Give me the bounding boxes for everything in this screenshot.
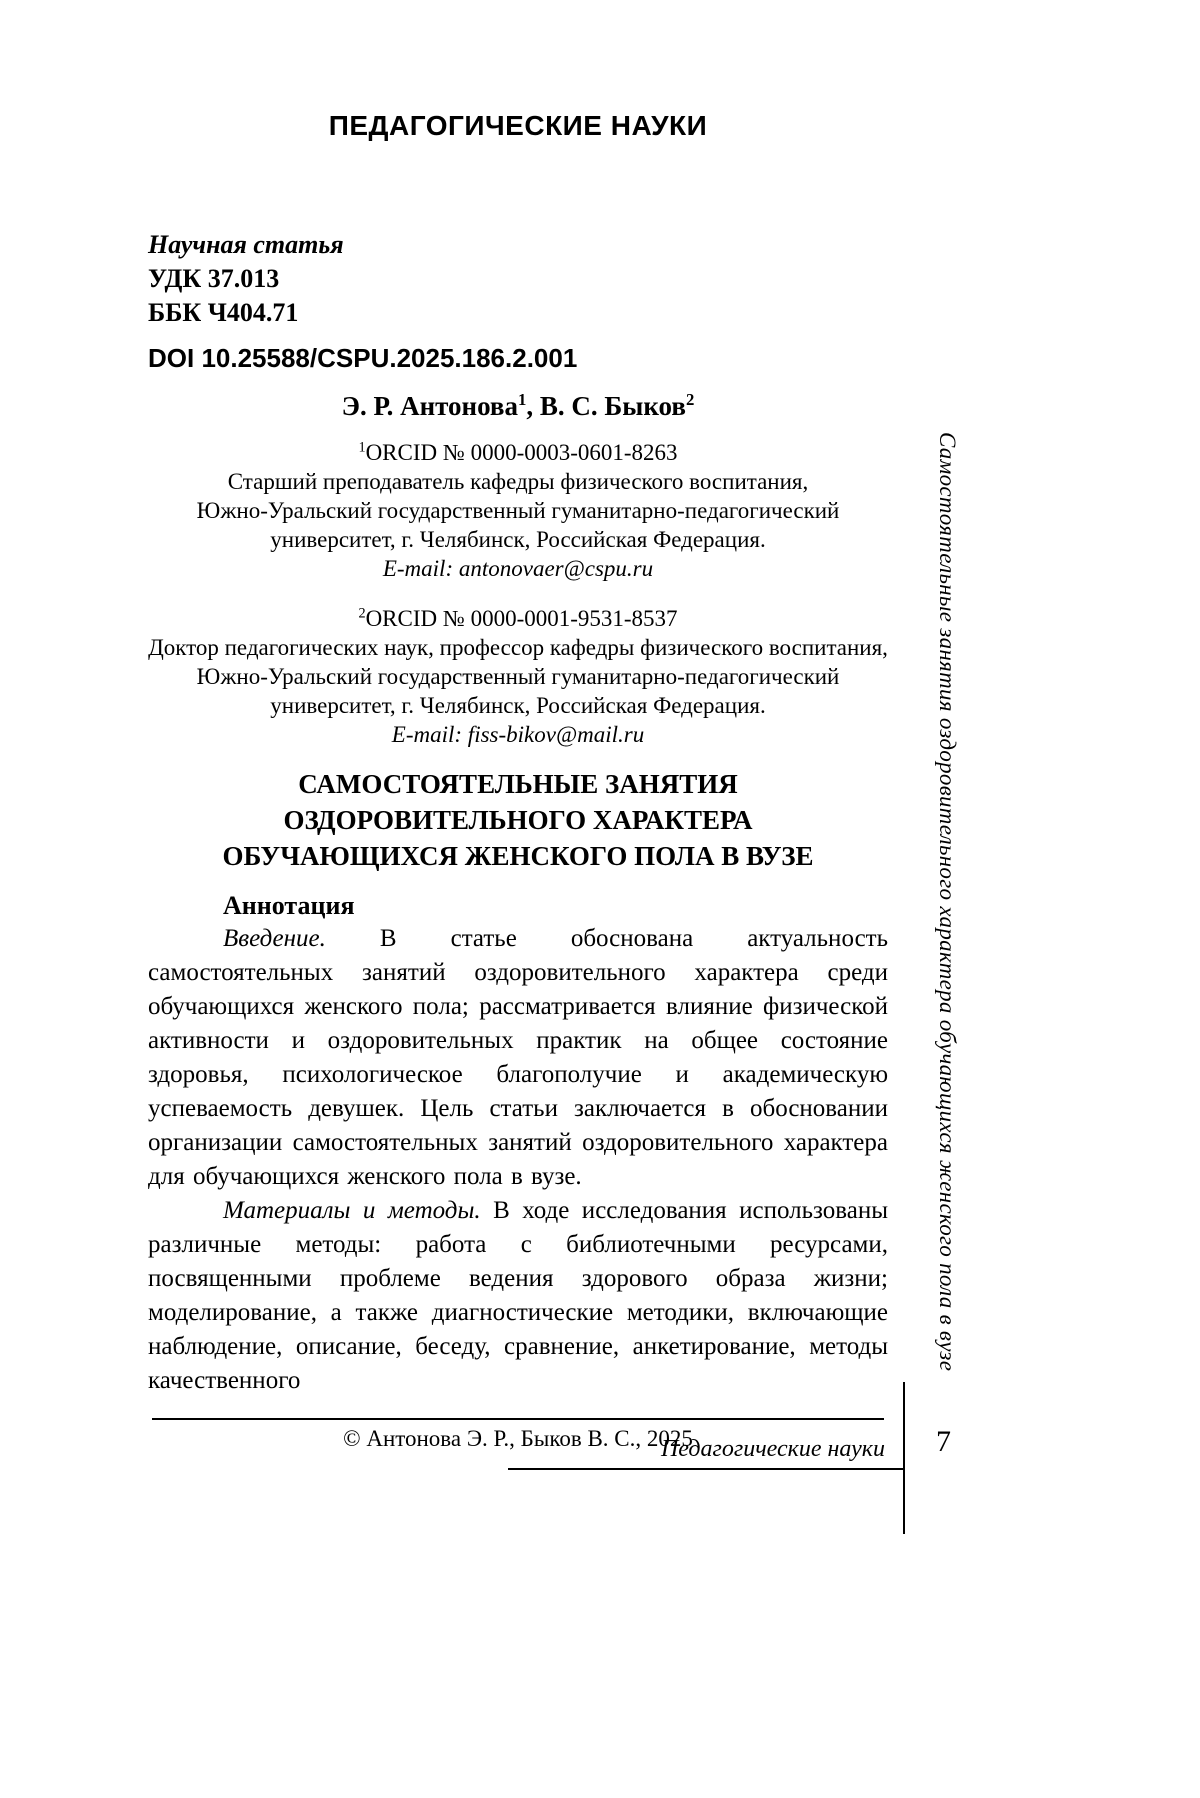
affiliation-1-line-1: Старший преподаватель кафедры физического воспитания, bbox=[227, 469, 809, 494]
affiliation-1-line-2: Южно-Уральский государственный гуманитарно-педагогический bbox=[196, 498, 840, 523]
article-type: Научная статья bbox=[148, 230, 344, 259]
affiliation-2 bbox=[148, 604, 888, 749]
orcid-1-value: ORCID № 0000-0003-0601-8263 bbox=[365, 440, 678, 465]
author-2-superscript: 2 bbox=[685, 390, 695, 409]
copyright-line: © Антонова Э. Р., Быков В. С., 2025 bbox=[343, 1426, 693, 1451]
bbc-code: ББК Ч404.71 bbox=[148, 298, 299, 327]
footer-rule-vertical bbox=[903, 1382, 905, 1534]
paragraph-lead-methods: Материалы и методы. bbox=[223, 1197, 481, 1224]
authors-line bbox=[148, 389, 888, 423]
main-column bbox=[148, 0, 888, 1454]
affiliation-2-line-1: Доктор педагогических наук, профессор кафедры физического воспитания, bbox=[148, 635, 888, 660]
running-footer: Педагогические науки bbox=[660, 1436, 885, 1462]
affiliation-1-line-3: университет, г. Челябинск, Российская Федерация. bbox=[270, 527, 766, 552]
article-meta bbox=[148, 228, 888, 375]
abstract-paragraph-introduction bbox=[148, 922, 888, 1194]
author-2-name: В. С. Быков bbox=[539, 391, 686, 421]
running-title-vertical: Самостоятельные занятия оздоровительного характера обучающихся женского пола в вузе bbox=[935, 432, 960, 1372]
footer-rule-horizontal bbox=[508, 1468, 905, 1470]
paragraph-text-introduction: В статье обоснована актуальность самостоятельных занятий оздоровительного характера среди обучающихся женского пола; рассматривается влияние физической активности и оздоровительных практик на общее состояние здоровья, психологическое благополучие и академическую успеваемость девушек. Цель статьи заключается в обосновании организации самостоятельных занятий оздоровительного характера для обучающихся женского пола в вузе. bbox=[148, 925, 888, 1190]
abstract-paragraph-methods bbox=[148, 1194, 888, 1398]
page-number: 7 bbox=[936, 1425, 951, 1458]
affiliation-2-superscript: 2 bbox=[358, 605, 366, 622]
affiliation-1-superscript: 1 bbox=[358, 439, 366, 456]
affiliation-2-line-2: Южно-Уральский государственный гуманитарно-педагогический bbox=[196, 664, 840, 689]
orcid-line-2 bbox=[148, 604, 888, 633]
paragraph-lead-introduction: Введение. bbox=[223, 925, 326, 952]
article-title-line-3: ОБУЧАЮЩИХСЯ ЖЕНСКОГО ПОЛА В ВУЗЕ bbox=[222, 841, 814, 871]
copyright-rule bbox=[152, 1418, 884, 1420]
article-title-line-1: САМОСТОЯТЕЛЬНЫЕ ЗАНЯТИЯ bbox=[298, 769, 738, 799]
author-1-name: Э. Р. Антонова bbox=[341, 391, 519, 421]
affiliation-1 bbox=[148, 438, 888, 583]
author-1-email: E-mail: antonovaer@cspu.ru bbox=[382, 556, 654, 581]
author-1-superscript: 1 bbox=[518, 390, 527, 409]
paragraph-text-methods: В ходе исследования использованы различные методы: работа с библиотечными ресурсами, посвященными проблеме ведения здорового образа жизни; моделирование, а также диагностические методики, включающие наблюдение, описание, беседу, сравнение, анкетирование, методы качественного bbox=[148, 1197, 888, 1394]
author-2-email: E-mail: fiss-bikov@mail.ru bbox=[391, 722, 645, 747]
udc-code: УДК 37.013 bbox=[148, 264, 280, 293]
doi: DOI 10.25588/CSPU.2025.186.2.001 bbox=[148, 343, 578, 373]
article-title bbox=[148, 766, 888, 874]
section-heading: ПЕДАГОГИЧЕСКИЕ НАУКИ bbox=[328, 110, 708, 141]
authors-separator: , bbox=[526, 391, 540, 421]
affiliation-2-line-3: университет, г. Челябинск, Российская Федерация. bbox=[270, 693, 766, 718]
orcid-2-value: ORCID № 0000-0001-9531-8537 bbox=[365, 606, 678, 631]
abstract-heading: Аннотация bbox=[223, 891, 355, 920]
orcid-line-1 bbox=[148, 438, 888, 467]
article-title-line-2: ОЗДОРОВИТЕЛЬНОГО ХАРАКТЕРА bbox=[283, 805, 753, 835]
